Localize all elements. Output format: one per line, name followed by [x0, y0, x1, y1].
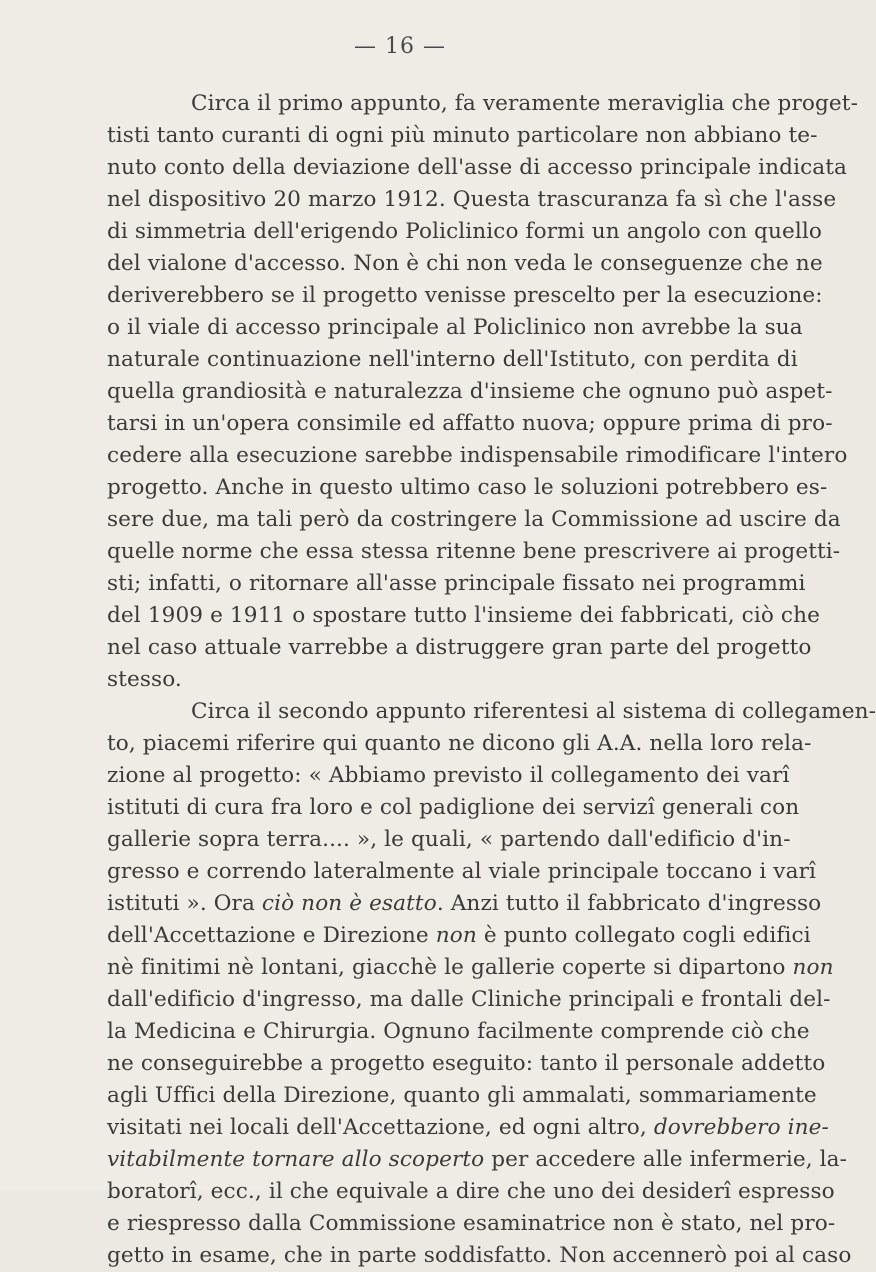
text-line: visitati nei locali dell'Accettazione, ed ogni altro, dovrebbero ine-	[107, 1115, 829, 1140]
text-line: Circa il secondo appunto riferentesi al sistema di collegamen-	[191, 699, 876, 724]
text-line: del 1909 e 1911 o spostare tutto l'insieme dei fabbricati, ciò che	[107, 603, 821, 628]
text-line: stesso.	[107, 667, 182, 692]
text-line: Circa il primo appunto, fa veramente meraviglia che proget-	[191, 91, 858, 116]
text-line: istituti ». Ora ciò non è esatto. Anzi tutto il fabbricato d'ingresso	[107, 891, 822, 916]
text-line: gallerie sopra terra.... », le quali, « partendo dall'edificio d'in-	[107, 827, 791, 852]
text-line: di simmetria dell'erigendo Policlinico formi un angolo con quello	[107, 219, 822, 244]
text-line: sti; infatti, o ritornare all'asse principale fissato nei programmi	[107, 571, 806, 596]
text-line: nè finitimi nè lontani, giacchè le gallerie coperte si dipartono non	[107, 955, 834, 980]
text-line: sere due, ma tali però da costringere la Commissione ad uscire da	[107, 507, 841, 532]
paragraph	[107, 88, 858, 696]
text-line: deriverebbero se il progetto venisse prescelto per la esecuzione:	[107, 283, 823, 308]
text-line: nuto conto della deviazione dell'asse di accesso principale indicata	[107, 155, 848, 180]
text-line: dell'Accettazione e Direzione non è punto collegato cogli edifici	[107, 923, 811, 948]
text-line: naturale continuazione nell'interno dell'Istituto, con perdita di	[107, 347, 798, 372]
text-line: quelle norme che essa stessa ritenne bene prescrivere ai progetti-	[107, 539, 841, 564]
text-line: nel dispositivo 20 marzo 1912. Questa trascuranza fa sì che l'asse	[107, 187, 837, 212]
text-line: getto in esame, che in parte soddisfatto. Non accennerò poi al caso	[107, 1243, 852, 1268]
text-line: to, piacemi riferire qui quanto ne dicono gli A.A. nella loro rela-	[107, 731, 812, 756]
page-number: — 16 —	[354, 34, 446, 59]
text-line: del vialone d'accesso. Non è chi non veda le conseguenze che ne	[107, 251, 823, 276]
text-line: e riespresso dalla Commissione esaminatrice non è stato, nel pro-	[107, 1211, 836, 1236]
text-line: tarsi in un'opera consimile ed affatto nuova; oppure prima di pro-	[107, 411, 833, 436]
text-line: tisti tanto curanti di ogni più minuto particolare non abbiano te-	[107, 123, 818, 148]
paragraph	[107, 696, 876, 1272]
text-line: zione al progetto: « Abbiamo previsto il collegamento dei varî	[107, 763, 790, 788]
text-line: la Medicina e Chirurgia. Ognuno facilmente comprende ciò che	[107, 1019, 810, 1044]
text-line: gresso e correndo lateralmente al viale principale toccano i varî	[107, 859, 816, 884]
text-line: vitabilmente tornare allo scoperto per accedere alle infermerie, la-	[107, 1147, 848, 1172]
text-line: progetto. Anche in questo ultimo caso le soluzioni potrebbero es-	[107, 475, 828, 500]
text-line: quella grandiosità e naturalezza d'insieme che ognuno può aspet-	[107, 379, 833, 404]
text-line: istituti di cura fra loro e col padiglione dei servizî generali con	[107, 795, 800, 820]
text-line: dall'edificio d'ingresso, ma dalle Cliniche principali e frontali del-	[107, 987, 831, 1012]
text-line: cedere alla esecuzione sarebbe indispensabile rimodificare l'intero	[107, 443, 848, 468]
text-line: agli Uffici della Direzione, quanto gli ammalati, sommariamente	[107, 1083, 817, 1108]
text-line: nel caso attuale varrebbe a distruggere gran parte del progetto	[107, 635, 812, 660]
body-text	[107, 88, 876, 1272]
text-line: boratorî, ecc., il che equivale a dire che uno dei desiderî espresso	[107, 1179, 835, 1204]
text-line: o il viale di accesso principale al Policlinico non avrebbe la sua	[107, 315, 803, 340]
text-line: ne conseguirebbe a progetto eseguito: tanto il personale addetto	[107, 1051, 826, 1076]
